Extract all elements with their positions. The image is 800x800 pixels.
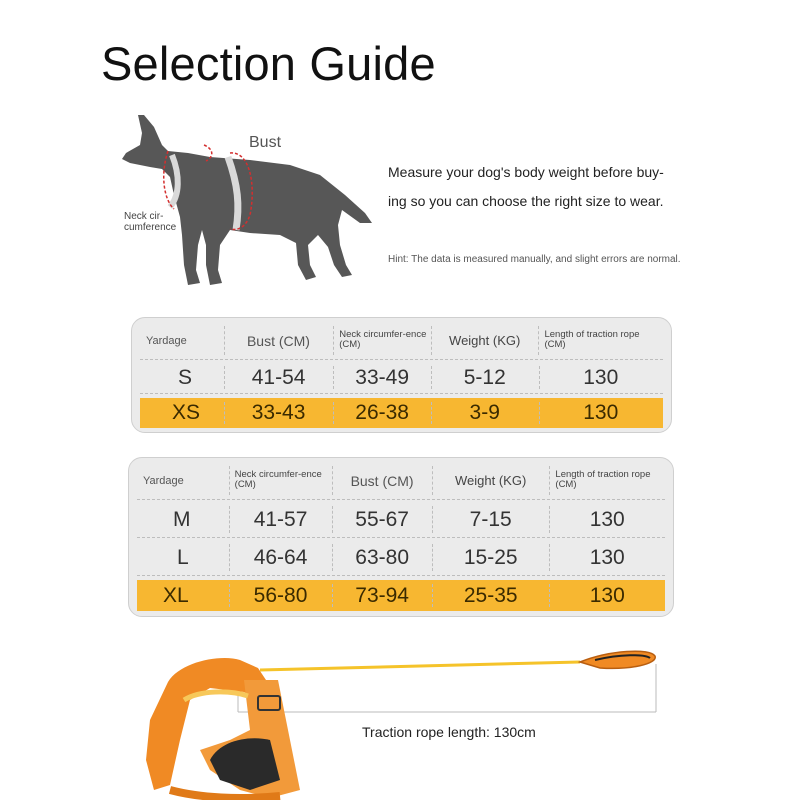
weight-cell: 7-15 [432,502,550,537]
size-table-small [131,317,672,433]
table-row [137,540,665,576]
size-cell: S [178,365,193,389]
harness-icon [140,640,670,800]
bust-cell: 55-67 [332,502,432,537]
bust-cell: 63-80 [332,540,432,575]
table-row-highlighted [140,398,663,428]
dog-silhouette-icon [110,105,380,290]
bust-cell: 33-43 [224,398,334,428]
table-header-row [140,322,663,360]
header-rope-length: Length of traction rope (CM) [549,462,665,499]
header-neck: Neck circumfer-ence (CM) [229,462,333,499]
size-cell: M [173,507,191,531]
header-weight: Weight (KG) [431,322,539,359]
rope-cell: 130 [539,398,664,428]
rope-cell: 130 [549,580,665,611]
rope-cell: 130 [549,540,665,575]
bust-label: Bust [249,134,282,151]
rope-cell: 130 [549,502,665,537]
header-yardage: Yardage [143,474,184,487]
header-weight: Weight (KG) [432,462,550,499]
rope-cell: 130 [539,362,663,393]
page-title: Selection Guide [101,37,436,90]
table-header-row [137,462,665,500]
bust-cell: 73-94 [332,580,432,611]
neck-cell: 26-38 [333,398,431,428]
description: Measure your dog's body weight before buy- ing so you can choose the right size to wear. [388,164,664,209]
size-cell: XS [172,401,201,424]
neck-circumference-label: Neck cir- cumference [124,211,177,233]
header-bust: Bust (CM) [332,462,432,499]
hint-text: Hint: The data is measured manually, and slight errors are normal. [388,254,681,265]
size-table-large [128,457,674,617]
weight-cell: 5-12 [431,362,539,393]
weight-cell: 15-25 [432,540,550,575]
table-row [140,362,663,394]
header-yardage: Yardage [146,334,187,347]
bust-cell: 41-54 [224,362,334,393]
neck-cell: 56-80 [229,580,333,611]
header-neck: Neck circumfer-ence (CM) [333,322,431,359]
header-bust: Bust (CM) [224,322,334,359]
harness-illustration [140,640,670,800]
size-cell: XL [163,583,189,607]
table-row-highlighted [137,580,665,611]
table-row [137,502,665,538]
neck-cell: 46-64 [229,540,333,575]
dog-illustration [110,105,380,290]
rope-length-label: Traction rope length: 130cm [362,724,536,740]
neck-cell: 33-49 [333,362,431,393]
size-cell: L [177,545,189,569]
weight-cell: 25-35 [432,580,550,611]
neck-cell: 41-57 [229,502,333,537]
header-rope-length: Length of traction rope (CM) [538,322,663,359]
weight-cell: 3-9 [431,398,539,428]
